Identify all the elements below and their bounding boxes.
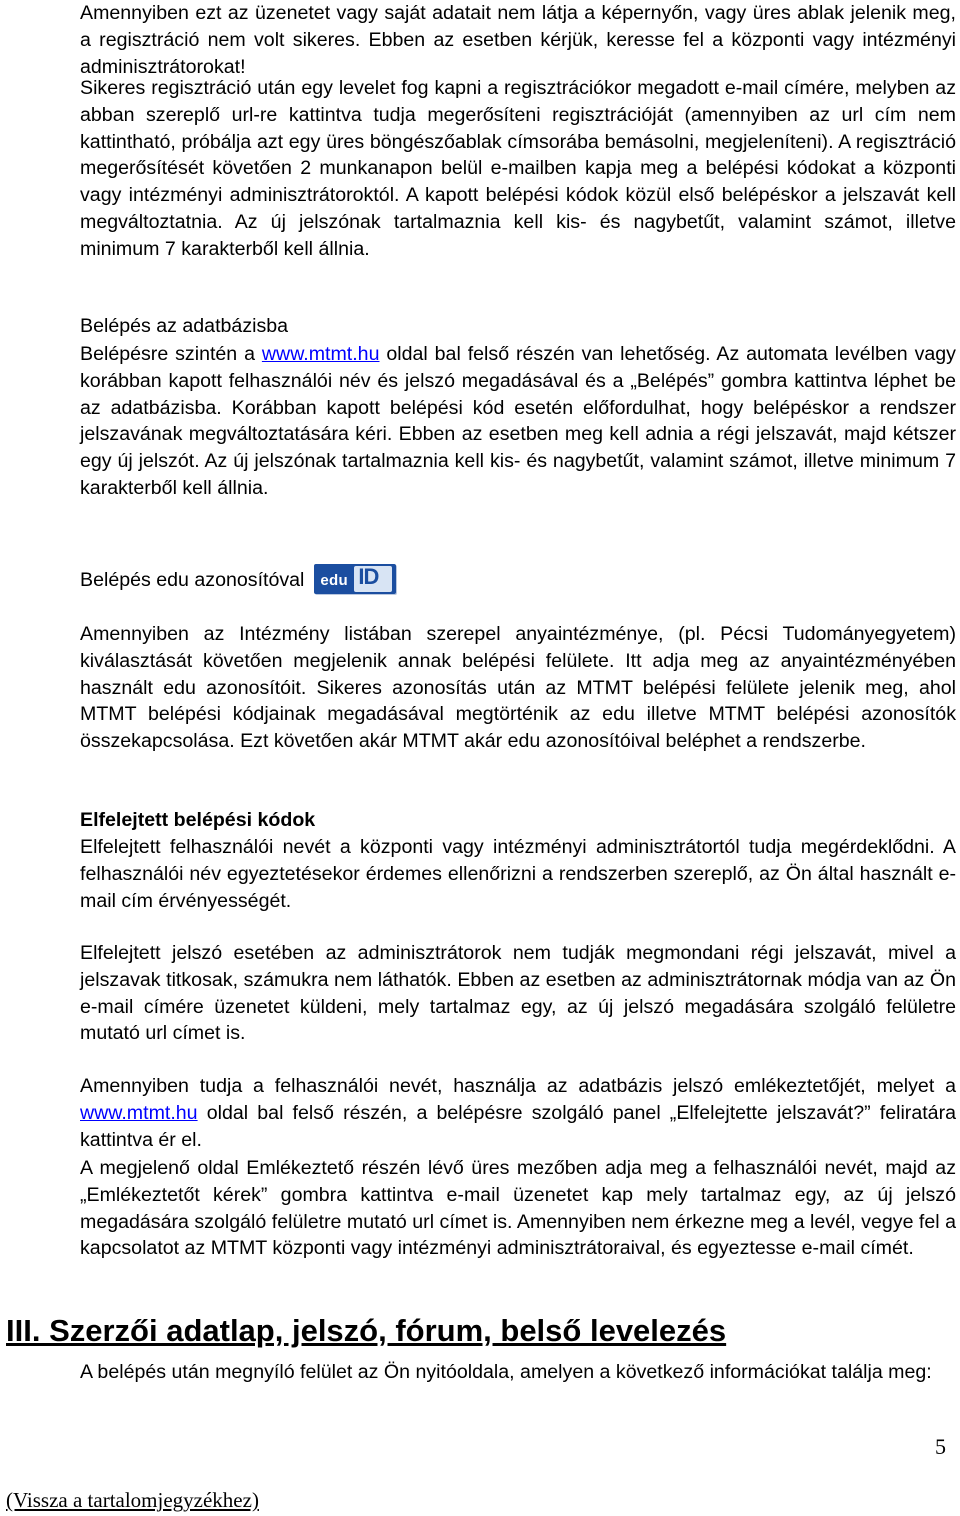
mtmt-link-2[interactable]: www.mtmt.hu	[80, 1101, 198, 1124]
eduid-heading: Belépés edu azonosítóval	[80, 569, 305, 591]
intro-paragraph-1: Amennyiben ezt az üzenetet vagy saját adatait nem látja a képernyőn, vagy üres ablak jelenik meg, a regisztráció nem volt sikeres. Ebben az esetben kérjük, keresse fel a központi vagy intézményi adminisztrátorokat!	[80, 2, 956, 78]
section-paragraph: A belépés után megnyíló felület az Ön nyitóoldala, amelyen a következő információkat találja meg:	[80, 1361, 932, 1383]
intro-paragraph-2: Sikeres regisztráció után egy levelet fog kapni a regisztrációkor megadott e-mail címére, melyben az abban szereplő url-re kattintva tudja megerősíteni regisztrációját (amennyiben az url cím nem kattintható, próbálja azt egy üres böngészőablak címsorába bemásolni, megjeleníteni). A regisztráció megerősítését követően 2 munkanapon belül e-mailben kapja meg a belépési kódokat a központi vagy intézményi adminisztrátoroktól. A kapott belépési kódok közül első belépéskor a jelszavát kell megváltoztatnia. Az új jelszónak tartalmaznia kell kis- és nagybetűt, valamint számot, illetve minimum 7 karakterből kell állnia.	[80, 77, 956, 260]
eduid-logo[interactable]	[314, 564, 396, 594]
forgotten-p3-before-link: Amennyiben tudja a felhasználói nevét, használja az adatbázis jelszó emlékeztetőjét, melyet a	[80, 1075, 956, 1097]
back-to-toc-link[interactable]: (Vissza a tartalomjegyzékhez)	[6, 1488, 259, 1512]
eduid-logo-id: ID	[358, 564, 379, 589]
page-number: 5	[935, 1434, 946, 1459]
forgotten-paragraph-3	[80, 1073, 956, 1153]
login-paragraph	[80, 341, 956, 502]
mtmt-link[interactable]: www.mtmt.hu	[261, 343, 380, 365]
forgotten-paragraph-2: Elfelejtett jelszó esetében az adminisztrátorok nem tudják megmondani régi jelszavát, mivel a jelszavak titkosak, számukra nem láthatók. Ebben az esetben az adminisztrátornak módja van az Ön e-mail címére üzenetet küldeni, mely tartalmaz egy, az új jelszó megadására szolgáló felületre mutató url címet is.	[80, 942, 956, 1045]
forgotten-paragraph-4: A megjelenő oldal Emlékeztető részén lévő üres mezőben adja meg a felhasználói nevét, majd az „Emlékeztetőt kérek” gombra kattintva e-mail üzenetet kap mely tartalmaz egy, az új jelszó megadására szolgáló felületre mutató url címet is. Amennyiben nem érkezne meg a levél, vegye fel a kapcsolatot az MTMT központi vagy intézményi adminisztrátoraival, és egyeztesse e-mail címét.	[80, 1157, 956, 1260]
login-heading: Belépés az adatbázisba	[80, 315, 289, 337]
eduid-logo-edu: edu	[320, 572, 348, 589]
eduid-paragraph: Amennyiben az Intézmény listában szerepel anyaintézménye, (pl. Pécsi Tudományegyetem) kiválasztását követően megjelenik annak belépési felülete. Itt adja meg az anyaintézményében használt edu azonosítóit. Sikeres azonosítás után az MTMT belépési felülete jelenik meg, ahol MTMT belépési kódjainak megadásával megtörténik az edu illetve MTMT belépési azonosítók összekapcsolása. Ezt követően akár MTMT akár edu azonosítóival beléphet a rendszerbe.	[80, 623, 956, 753]
forgotten-heading: Elfelejtett belépési kódok	[80, 809, 316, 831]
section-title: III. Szerzői adatlap, jelszó, fórum, belső levelezés	[6, 1313, 727, 1348]
login-text-before-link: Belépésre szintén a	[80, 343, 255, 365]
login-text-after-link: oldal bal felső részén van lehetőség. Az automata levélben vagy korábban kapott felhasználói név és jelszó megadásával és a „Belépés” gombra kattintva léphet be az adatbázisba. Korábban kapott belépési kód esetén előfordulhat, hogy belépéskor a rendszer jelszavának megváltoztatására kéri. Ebben az esetben meg kell adnia a régi jelszavát, majd kétszer egy új jelszót. Az új jelszónak tartalmaznia kell kis- és nagybetűt, valamint számot, illetve minimum 7 karakterből kell állnia.	[80, 343, 956, 499]
forgotten-paragraph-1: Elfelejtett felhasználói nevét a központi vagy intézményi adminisztrátortól tudja megérdeklődni. A felhasználói név egyeztetésekor érdemes ellenőrizni a rendszerben szereplő, az Ön által használt e-mail cím érvényességét.	[80, 836, 956, 912]
eduid-heading-row	[80, 564, 956, 594]
forgotten-p3-after-link: oldal bal felső részén, a belépésre szolgáló panel „Elfelejtette jelszavát?” feliratára kattintva ér el.	[80, 1101, 956, 1151]
